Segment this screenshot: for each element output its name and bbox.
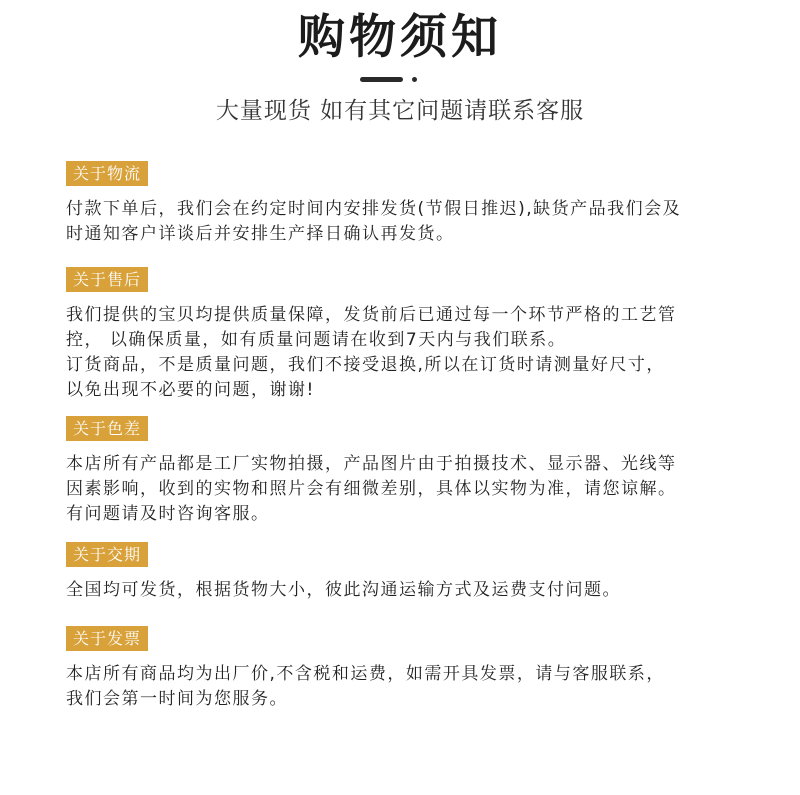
section-label-logistics: 关于物流 <box>66 161 148 186</box>
section-after-sales <box>66 267 746 403</box>
section-color-difference <box>66 416 746 527</box>
title-divider <box>360 77 420 82</box>
section-line: 全国均可发货，根据货物大小，彼此沟通运输方式及运费支付问题。 <box>66 580 621 600</box>
section-body-logistics <box>66 197 746 247</box>
section-line: 时通知客户详谈后并安排生产择日确认再发货。 <box>66 224 455 244</box>
section-line: 本店所有商品均为出厂价,不含税和运费，如需开具发票，请与客服联系， <box>66 664 665 684</box>
page-subtitle: 大量现货 如有其它问题请联系客服 <box>215 98 585 124</box>
section-invoice <box>66 626 746 712</box>
section-label-invoice: 关于发票 <box>66 626 148 651</box>
section-logistics <box>66 161 746 247</box>
section-delivery-period <box>66 542 746 603</box>
section-line: 付款下单后，我们会在约定时间内安排发货(节假日推迟),缺货产品我们会及 <box>66 199 682 219</box>
section-label-delivery-period: 关于交期 <box>66 542 148 567</box>
section-label-color-difference: 关于色差 <box>66 416 148 441</box>
section-line: 订货商品，不是质量问题，我们不接受退换,所以在订货时请测量好尺寸， <box>66 355 665 375</box>
section-line: 有问题请及时咨询客服。 <box>66 504 270 524</box>
section-body-color-difference <box>66 452 746 527</box>
divider-bar <box>360 77 403 82</box>
section-line: 以免出现不必要的问题，谢谢! <box>66 380 315 400</box>
section-label-after-sales: 关于售后 <box>66 267 148 292</box>
page-title: 购物须知 <box>298 10 502 65</box>
section-line: 因素影响，收到的实物和照片会有细微差别，具体以实物为准，请您谅解。 <box>66 479 677 499</box>
divider-dot <box>412 77 417 82</box>
section-body-invoice <box>66 662 746 712</box>
section-line: 我们提供的宝贝均提供质量保障，发货前后已通过每一个环节严格的工艺管 <box>66 305 677 325</box>
section-line: 本店所有产品都是工厂实物拍摄，产品图片由于拍摄技术、显示器、光线等 <box>66 454 677 474</box>
section-body-after-sales <box>66 303 746 403</box>
section-body-delivery-period <box>66 578 746 603</box>
section-line: 我们会第一时间为您服务。 <box>66 689 288 709</box>
section-line: 控， 以确保质量，如有质量问题请在收到7天内与我们联系。 <box>66 330 567 350</box>
